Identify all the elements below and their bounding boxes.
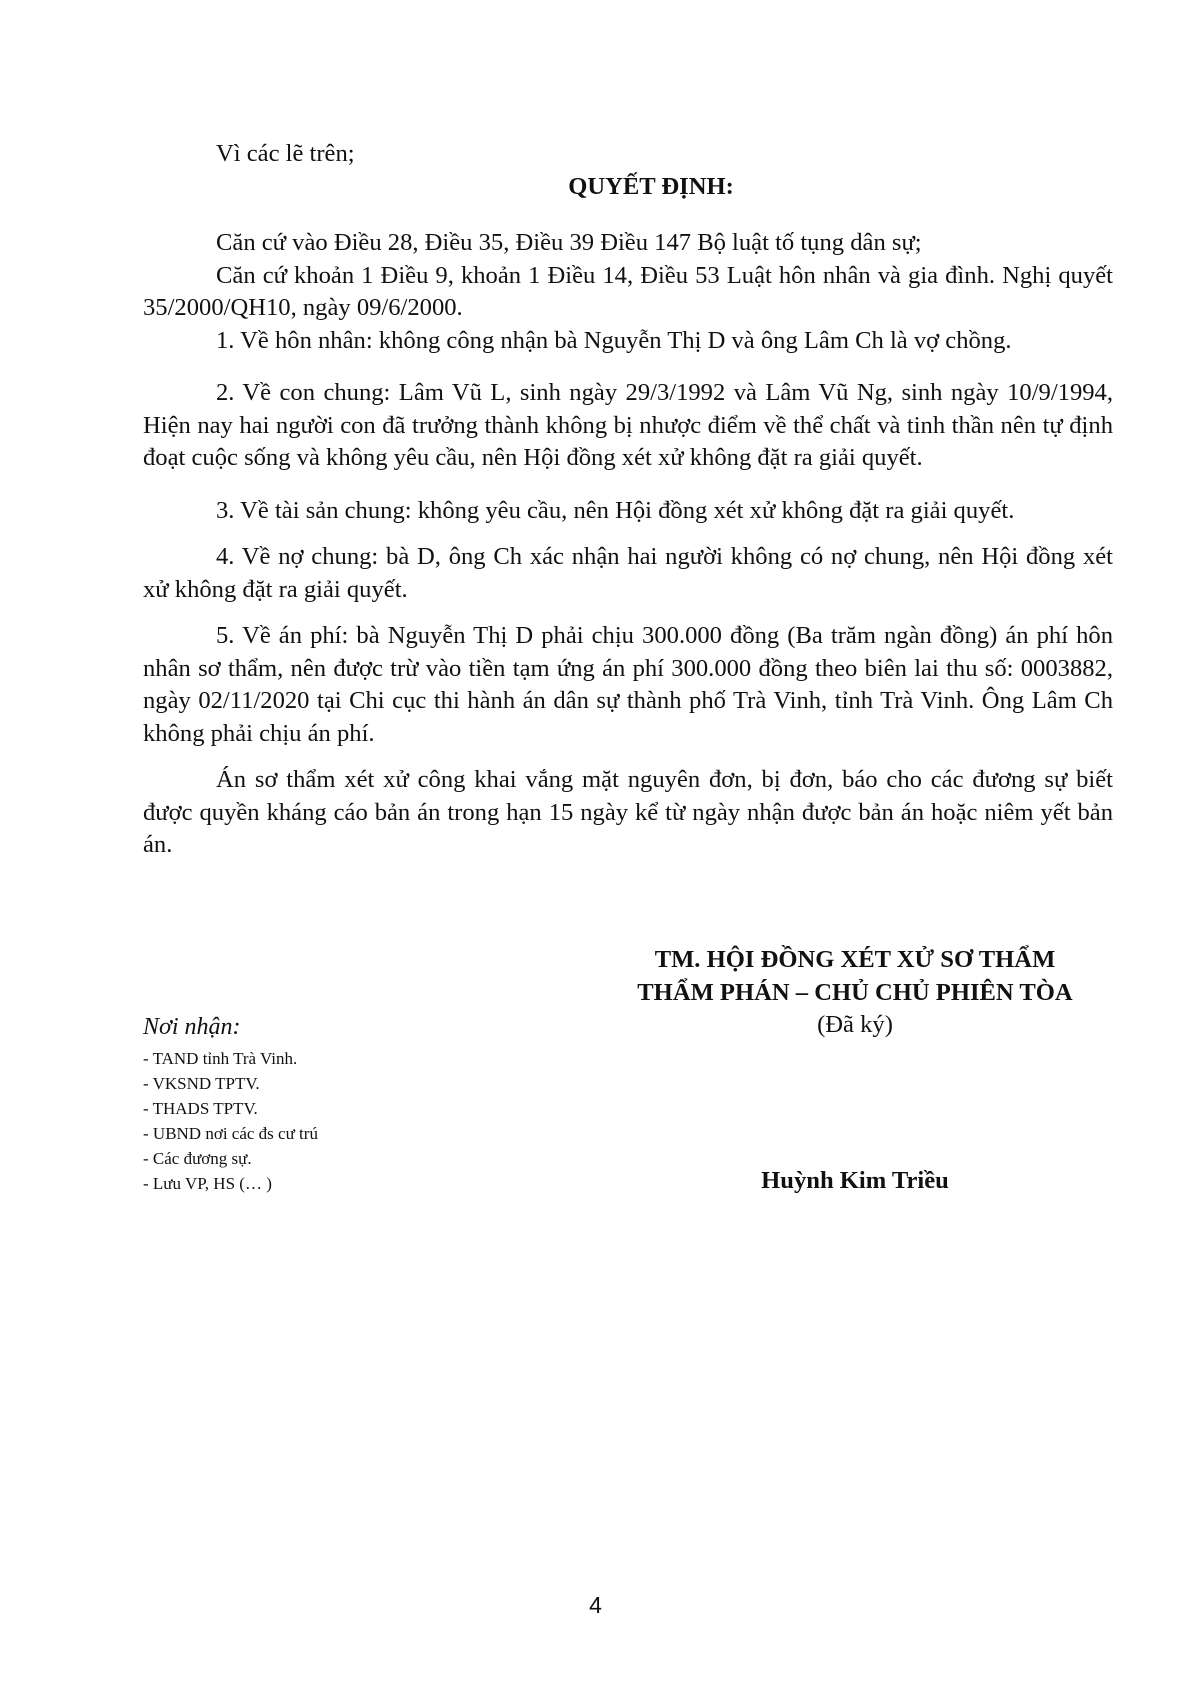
signer-name: Huỳnh Kim Triều [761,1167,949,1194]
recipient-item: - TAND tỉnh Trà Vinh. [143,1049,298,1068]
recipient-item: - THADS TPTV. [143,1099,258,1118]
signature-title-judge: THẨM PHÁN – CHỦ CHỦ PHIÊN TÒA [637,978,1073,1006]
page-number: 4 [589,1592,602,1618]
decision-item-common-property: 3. Về tài sản chung: không yêu cầu, nên Hội đồng xét xử không đặt ra giải quyết. [216,496,1015,524]
appeal-notice-paragraph: Án sơ thẩm xét xử công khai vắng mặt nguyên đơn, bị đơn, báo cho các đương sự biết được quyền kháng cáo bản án trong hạn 15 ngày kể từ ngày nhận được bản án hoặc niêm yết bản án. [143,766,1113,858]
recipients-label: Nơi nhận: [143,1014,241,1040]
recipient-item: - Các đương sự. [143,1149,252,1168]
recipient-item: - UBND nơi các đs cư trú [143,1124,318,1143]
document-body [143,138,1113,862]
decision-item-common-debt: 4. Về nợ chung: bà D, ông Ch xác nhận hai người không có nợ chung, nên Hội đồng xét xử không đặt ra giải quyết. [143,543,1113,603]
legal-basis-paragraph-2: Căn cứ khoản 1 Điều 9, khoản 1 Điều 14, Điều 53 Luật hôn nhân và gia đình. Nghị quyết 35/2000/QH10, ngày 09/6/2000. [143,261,1113,321]
legal-basis-paragraph-1: Căn cứ vào Điều 28, Điều 35, Điều 39 Điều 147 Bộ luật tố tụng dân sự; [216,229,922,256]
decision-item-marriage: 1. Về hôn nhân: không công nhận bà Nguyễn Thị D và ông Lâm Ch là vợ chồng. [216,326,1012,354]
decision-item-children: 2. Về con chung: Lâm Vũ L, sinh ngày 29/3/1992 và Lâm Vũ Ng, sinh ngày 10/9/1994, Hiện nay hai người con đã trưởng thành không bị nhược điểm về thể chất và tinh thần nên tự định đoạt cuộc sống và không yêu cầu, nên Hội đồng xét xử không đặt ra giải quyết. [143,379,1113,471]
decision-heading: QUYẾT ĐỊNH: [568,172,734,200]
recipient-item: - Lưu VP, HS (… ) [143,1174,272,1193]
decision-item-court-fee: 5. Về án phí: bà Nguyễn Thị D phải chịu 300.000 đồng (Ba trăm ngàn đồng) án phí hôn nhân sơ thẩm, nên được trừ vào tiền tạm ứng án phí 300.000 đồng theo biên lai thu số: 0003882, ngày 02/11/2020 tại Chi cục thi hành án dân sự thành phố Trà Vinh, tỉnh Trà Vinh. Ông Lâm Ch không phải chịu án phí. [143,622,1113,747]
signed-note: (Đã ký) [817,1011,893,1038]
recipients-list [143,1012,543,1196]
recipient-item: - VKSND TPTV. [143,1074,260,1093]
intro-line: Vì các lẽ trên; [216,140,355,167]
signature-title-council: TM. HỘI ĐỒNG XÉT XỬ SƠ THẨM [654,946,1056,973]
signature-block [600,944,1110,1042]
